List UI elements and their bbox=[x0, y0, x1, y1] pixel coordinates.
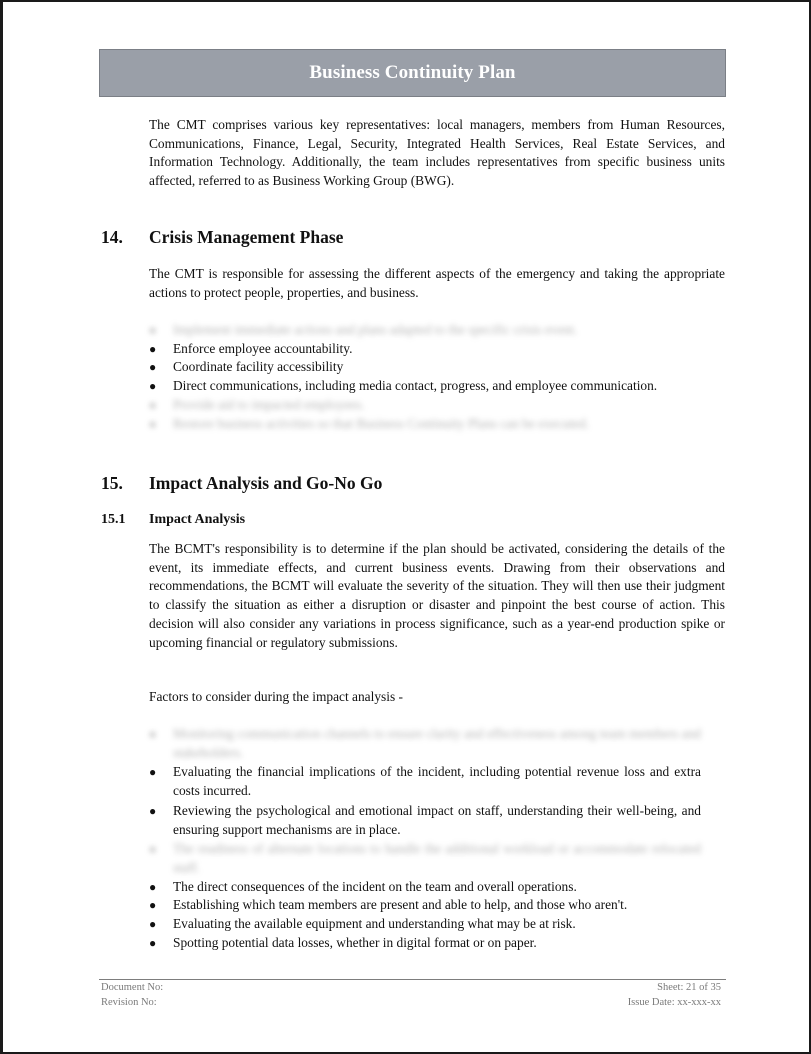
bullet-icon: ● bbox=[149, 898, 157, 913]
footer-revision-no: Revision No: bbox=[101, 997, 157, 1008]
bullet-icon: ● bbox=[149, 935, 157, 950]
subsection-title: Impact Analysis bbox=[149, 512, 246, 527]
footer-sheet: Sheet: 21 of 35 bbox=[657, 982, 721, 993]
bullet-icon: ● bbox=[149, 917, 157, 932]
list-item: ● Coordinate facility accessibility bbox=[125, 358, 701, 377]
section-14-bullet-list bbox=[125, 321, 701, 433]
footer-issue-date: Issue Date: xx-xxx-xx bbox=[627, 997, 721, 1008]
list-item: ● Spotting potential data losses, whether in digital format or on paper. bbox=[125, 934, 701, 953]
list-item: ● Restore business activities so that Business Continuity Plans can be executed. bbox=[125, 415, 701, 434]
bullet-icon: ● bbox=[149, 803, 157, 818]
bullet-icon: ● bbox=[149, 416, 157, 431]
section-title: Impact Analysis and Go-No Go bbox=[149, 473, 383, 493]
list-item: ● Evaluating the financial implications of the incident, including potential revenue loss and extra costs incurred. bbox=[149, 764, 701, 799]
bullet-icon: ● bbox=[149, 879, 157, 894]
section-15-heading bbox=[101, 473, 382, 494]
document-title: Business Continuity Plan bbox=[309, 62, 516, 83]
list-item: ● Evaluating the available equipment and understanding what may be at risk. bbox=[125, 915, 701, 934]
list-item: ● Establishing which team members are present and able to help, and those who aren't. bbox=[125, 896, 701, 915]
section-number: 14. bbox=[101, 227, 123, 247]
bullet-icon: ● bbox=[149, 323, 157, 337]
bullet-icon: ● bbox=[149, 727, 157, 741]
subsection-15-1-heading bbox=[101, 512, 245, 528]
list-item: ● The readiness of alternate locations to handle the additional workload or accommodate relocated staff. bbox=[149, 841, 701, 875]
list-item: ● Implement immediate actions and plans adapted to the specific crisis event. bbox=[125, 321, 701, 340]
subsection-number: 15.1 bbox=[101, 512, 126, 527]
list-item: ● Monitoring communication channels to ensure clarity and effectiveness among team members and stakeholders. bbox=[149, 726, 701, 760]
list-item: ● Provide aid to impacted employees. bbox=[125, 396, 701, 415]
bullet-icon: ● bbox=[149, 397, 157, 412]
document-header-bar bbox=[99, 49, 726, 97]
bullet-icon: ● bbox=[149, 360, 157, 375]
list-item: ● Direct communications, including media contact, progress, and employee communication. bbox=[125, 377, 701, 396]
list-item: ● Reviewing the psychological and emotional impact on staff, understanding their well-being, and ensuring support mechanisms are in place. bbox=[149, 802, 701, 837]
section-14-heading bbox=[101, 227, 343, 248]
factors-label: Factors to consider during the impact analysis - bbox=[149, 689, 403, 704]
bullet-icon: ● bbox=[149, 765, 157, 780]
bullet-icon: ● bbox=[149, 842, 157, 857]
bullet-icon: ● bbox=[149, 341, 157, 356]
footer-document-no: Document No: bbox=[101, 982, 164, 993]
bullet-icon: ● bbox=[149, 379, 157, 394]
impact-factors-bullet-list bbox=[125, 725, 701, 952]
section-title: Crisis Management Phase bbox=[149, 227, 344, 247]
impact-analysis-paragraph: The BCMT's responsibility is to determine if the plan should be activated, considering the details of the event, its immediate effects, and current business events. Drawing from their observations and recommendations, the BCMT will evaluate the severity of the situation. They will then use their judgment to classify the situation as either a disruption or disaster and pinpoint the best course of action. This decision will also consider any variations in process significance, such as a year-end production spike or upcoming financial or regulatory submissions. bbox=[149, 541, 725, 650]
list-item: ● The direct consequences of the incident on the team and overall operations. bbox=[125, 878, 701, 897]
section-14-paragraph: The CMT is responsible for assessing the different aspects of the emergency and taking the appropriate actions to protect people, properties, and business. bbox=[149, 266, 725, 300]
list-item: ● Enforce employee accountability. bbox=[125, 340, 701, 359]
footer-divider bbox=[99, 979, 726, 980]
intro-paragraph: The CMT comprises various key representatives: local managers, members from Human Resources, Communications, Finance, Legal, Security, Integrated Health Services, Real Estate Services, and Information Technology. Additionally, the team includes representatives from specific business units affected, referred to as Business Working Group (BWG). bbox=[149, 117, 725, 189]
section-number: 15. bbox=[101, 473, 123, 493]
